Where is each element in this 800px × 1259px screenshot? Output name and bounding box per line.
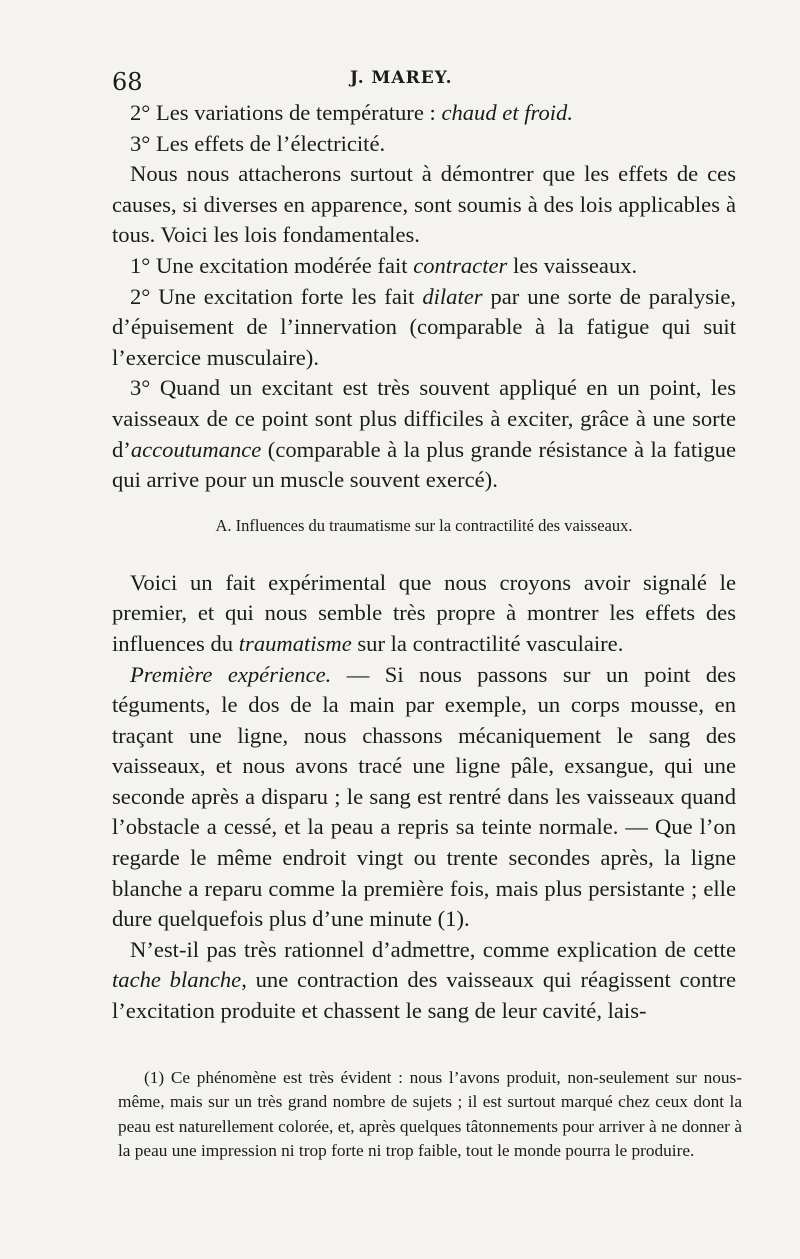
emphasis-text: contracter (413, 252, 508, 278)
footnote-1 (118, 1066, 742, 1164)
paragraph-text: — Si nous passons sur un point des téguments, le dos de la main par exemple, un corps mousse, en traçant une ligne, nous chassons mécaniquement le sang des vaisseaux, et nous avons tracé une ligne pâle, exsangue, qui une seconde après a disparu ; le sang est rentré dans les vaisseaux quand l’obstacle a cessé, et la peau a repris sa teinte normale. — Que l’on regarde le même endroit vingt ou trente secondes après, la ligne blanche a reparu comme la première fois, mais plus persistante ; elle dure quelquefois plus d’une minute (1). (112, 661, 736, 932)
paragraph-text: 2° Une excitation forte les fait (130, 283, 423, 309)
emphasis-text: Première expérience. (130, 661, 332, 687)
paragraph-text: 2° Les variations de température : (130, 100, 442, 125)
paragraph-text: les vaisseaux. (507, 252, 638, 278)
paragraph-laws-intro (112, 159, 736, 251)
paragraph-text: par une sorte de paralysie, d’épuisement de l’innervation (comparable à la fatigue qui suit l’exercice musculaire). (112, 283, 736, 370)
footnote-mark: (1) (144, 1068, 165, 1087)
emphasis-text: traumatisme (238, 630, 352, 656)
paragraph-white-spot (112, 935, 736, 1027)
page-number: 68 (112, 68, 143, 96)
paragraph-text: N’est-il pas très rationnel d’admettre, comme explication de cette (130, 936, 736, 962)
paragraph-text: Voici un fait expérimental que nous croyons avoir signalé le premier, et qui nous semble très propre à montrer les effets des influences du (112, 569, 736, 656)
paragraph-text: 3° Les effets de l’électricité. (130, 130, 386, 156)
page-header (112, 60, 738, 100)
running-head: J. MAREY. (350, 68, 453, 88)
paragraph-experimental-fact (112, 568, 736, 660)
emphasis-text: chaud et froid. (441, 100, 574, 125)
paragraph-law-1 (112, 251, 736, 282)
section-heading: A. Influences du traumatisme sur la contractilité des vaisseaux. (215, 515, 633, 535)
paragraph-text: Nous nous attacherons surtout à démontrer que les effets de ces causes, si diverses en apparence, sont soumis à des lois applicables à tous. Voici les lois fondamentales. (112, 161, 736, 248)
paragraph-law-2 (112, 282, 736, 374)
paragraph-law-3 (112, 373, 736, 495)
footnote-text: Ce phénomène est très évident : nous l’avons produit, non-seulement sur nous-même, mais sur un très grand nombre de sujets ; il est surtout marqué chez ceux dont la peau est naturellement colorée, et, après quelques tâtonnements pour arriver à ne donner à la peau une impression ni trop forte ni trop faible, tout le monde pourra le produire. (118, 1068, 742, 1161)
paragraph-text: 3° Quand un excitant est très souvent appliqué en un point, les vaisseaux de ce point sont plus difficiles à exciter, grâce à une sorte d’ (112, 375, 736, 462)
paragraph-text: sur la contractilité vasculaire. (351, 630, 624, 656)
paragraph-first-experiment (112, 660, 736, 935)
emphasis-text: tache blanche (112, 967, 242, 993)
paragraph-text: , une contraction des vaisseaux qui réagissent contre l’excitation produite et chassent le sang de leur cavité, lais- (112, 967, 736, 1024)
paragraph-text: (comparable à la plus grande résistance à la fatigue qui arrive pour un muscle souvent exercé). (112, 436, 736, 493)
paragraph-text: 1° Une excitation modérée fait (130, 252, 414, 278)
emphasis-text: accoutumance (130, 436, 262, 462)
paragraph-electricity (112, 129, 736, 160)
paragraph-temperature (112, 98, 736, 129)
footnotes (118, 1066, 742, 1164)
emphasis-text: dilater (422, 283, 483, 309)
body-text (112, 98, 736, 1027)
